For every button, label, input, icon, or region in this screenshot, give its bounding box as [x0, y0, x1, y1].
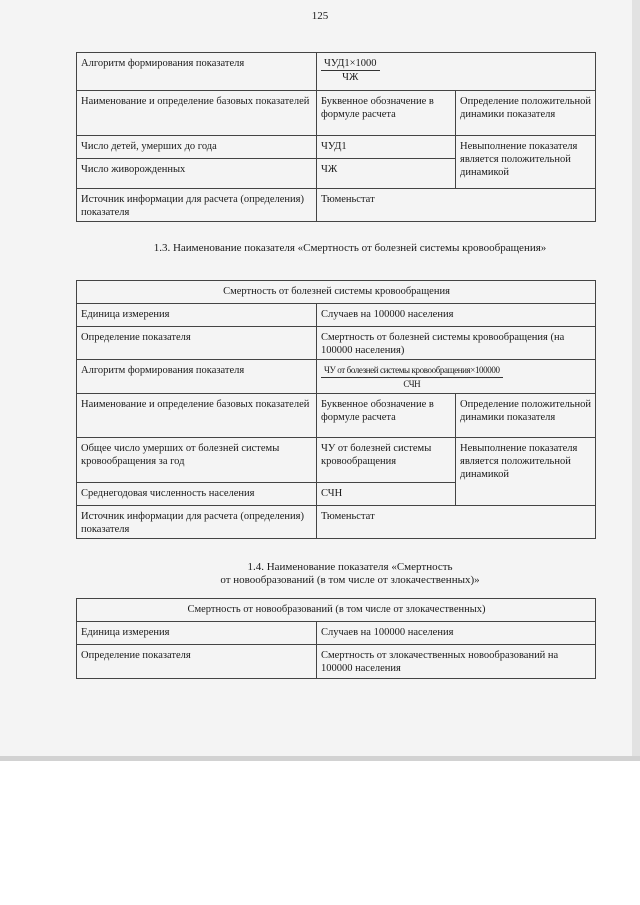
- base-indicator-symbol: ЧУ от болезней системы кровообращения: [317, 438, 456, 483]
- base-indicator-symbol: ЧУД1: [317, 136, 456, 159]
- table-row: [77, 645, 596, 679]
- base-indicator-symbol: СЧН: [317, 483, 456, 506]
- table-row: [77, 506, 596, 539]
- base-indicator-name: Среднегодовая численность населения: [77, 483, 317, 506]
- algorithm-label: Алгоритм формирования показателя: [77, 360, 317, 394]
- indicator-title: Смертность от новообразований (в том числе от злокачественных): [77, 599, 596, 622]
- table-row: [77, 91, 596, 136]
- positive-dynamics-value: Невыполнение показателя является положительной динамикой: [456, 136, 596, 189]
- page-edge-bottom: [0, 756, 640, 761]
- table-row: [77, 304, 596, 327]
- section-1-4-heading-line2: от новообразований (в том числе от злокачественных)»: [220, 574, 480, 586]
- table-row: [77, 189, 596, 222]
- unit-label: Единица измерения: [77, 304, 317, 327]
- indicator-title: Смертность от болезней системы кровообращения: [77, 281, 596, 304]
- section-1-4-heading-line1: 1.4. Наименование показателя «Смертность: [247, 561, 453, 573]
- definition-value: Смертность от злокачественных новообразований на 100000 населения: [317, 645, 596, 679]
- base-indicator-name: Число детей, умерших до года: [77, 136, 317, 159]
- definition-value: Смертность от болезней системы кровообращения (на 100000 населения): [317, 327, 596, 360]
- page-number: 125: [311, 10, 329, 22]
- table-row: [77, 622, 596, 645]
- base-indicators-label: Наименование и определение базовых показателей: [77, 394, 317, 438]
- table-row: [77, 394, 596, 438]
- formula-fraction: [321, 364, 503, 391]
- unit-value: Случаев на 100000 населения: [317, 304, 596, 327]
- base-indicator-name: Общее число умерших от болезней системы кровообращения за год: [77, 438, 317, 483]
- table-row: [77, 599, 596, 622]
- indicator-table-1-4: [76, 598, 596, 679]
- table-row: [77, 438, 596, 483]
- letter-designation-label: Буквенное обозначение в формуле расчета: [317, 394, 456, 438]
- source-value: Тюменьстат: [317, 506, 596, 539]
- source-label: Источник информации для расчета (определения) показателя: [77, 189, 317, 222]
- base-indicator-symbol: ЧЖ: [317, 159, 456, 189]
- source-value: Тюменьстат: [317, 189, 596, 222]
- formula-numerator: ЧУД1×1000: [321, 57, 380, 71]
- positive-dynamics-label: Определение положительной динамики показателя: [456, 91, 596, 136]
- positive-dynamics-value: Невыполнение показателя является положительной динамикой: [456, 438, 596, 506]
- base-indicators-label: Наименование и определение базовых показателей: [77, 91, 317, 136]
- table-row: [77, 53, 596, 91]
- unit-label: Единица измерения: [77, 622, 317, 645]
- formula-denominator: СЧН: [403, 379, 421, 389]
- table-row: [77, 327, 596, 360]
- definition-label: Определение показателя: [77, 645, 317, 679]
- formula-denominator: ЧЖ: [342, 72, 359, 83]
- algorithm-formula: [317, 360, 596, 394]
- indicator-table-continued: [76, 52, 596, 222]
- table-row: [77, 281, 596, 304]
- page-edge-right: [632, 0, 640, 760]
- base-indicator-name: Число живорожденных: [77, 159, 317, 189]
- unit-value: Случаев на 100000 населения: [317, 622, 596, 645]
- positive-dynamics-label: Определение положительной динамики показателя: [456, 394, 596, 438]
- formula-numerator: ЧУ от болезней системы кровообращения×100000: [321, 364, 503, 378]
- table-row: [77, 360, 596, 394]
- definition-label: Определение показателя: [77, 327, 317, 360]
- section-1-3-heading: 1.3. Наименование показателя «Смертность от болезней системы кровообращения»: [153, 242, 547, 254]
- letter-designation-label: Буквенное обозначение в формуле расчета: [317, 91, 456, 136]
- algorithm-formula: [317, 53, 596, 91]
- table-row: [77, 136, 596, 159]
- source-label: Источник информации для расчета (определения) показателя: [77, 506, 317, 539]
- formula-fraction: [321, 57, 380, 84]
- algorithm-label: Алгоритм формирования показателя: [77, 53, 317, 91]
- indicator-table-1-3: [76, 280, 596, 539]
